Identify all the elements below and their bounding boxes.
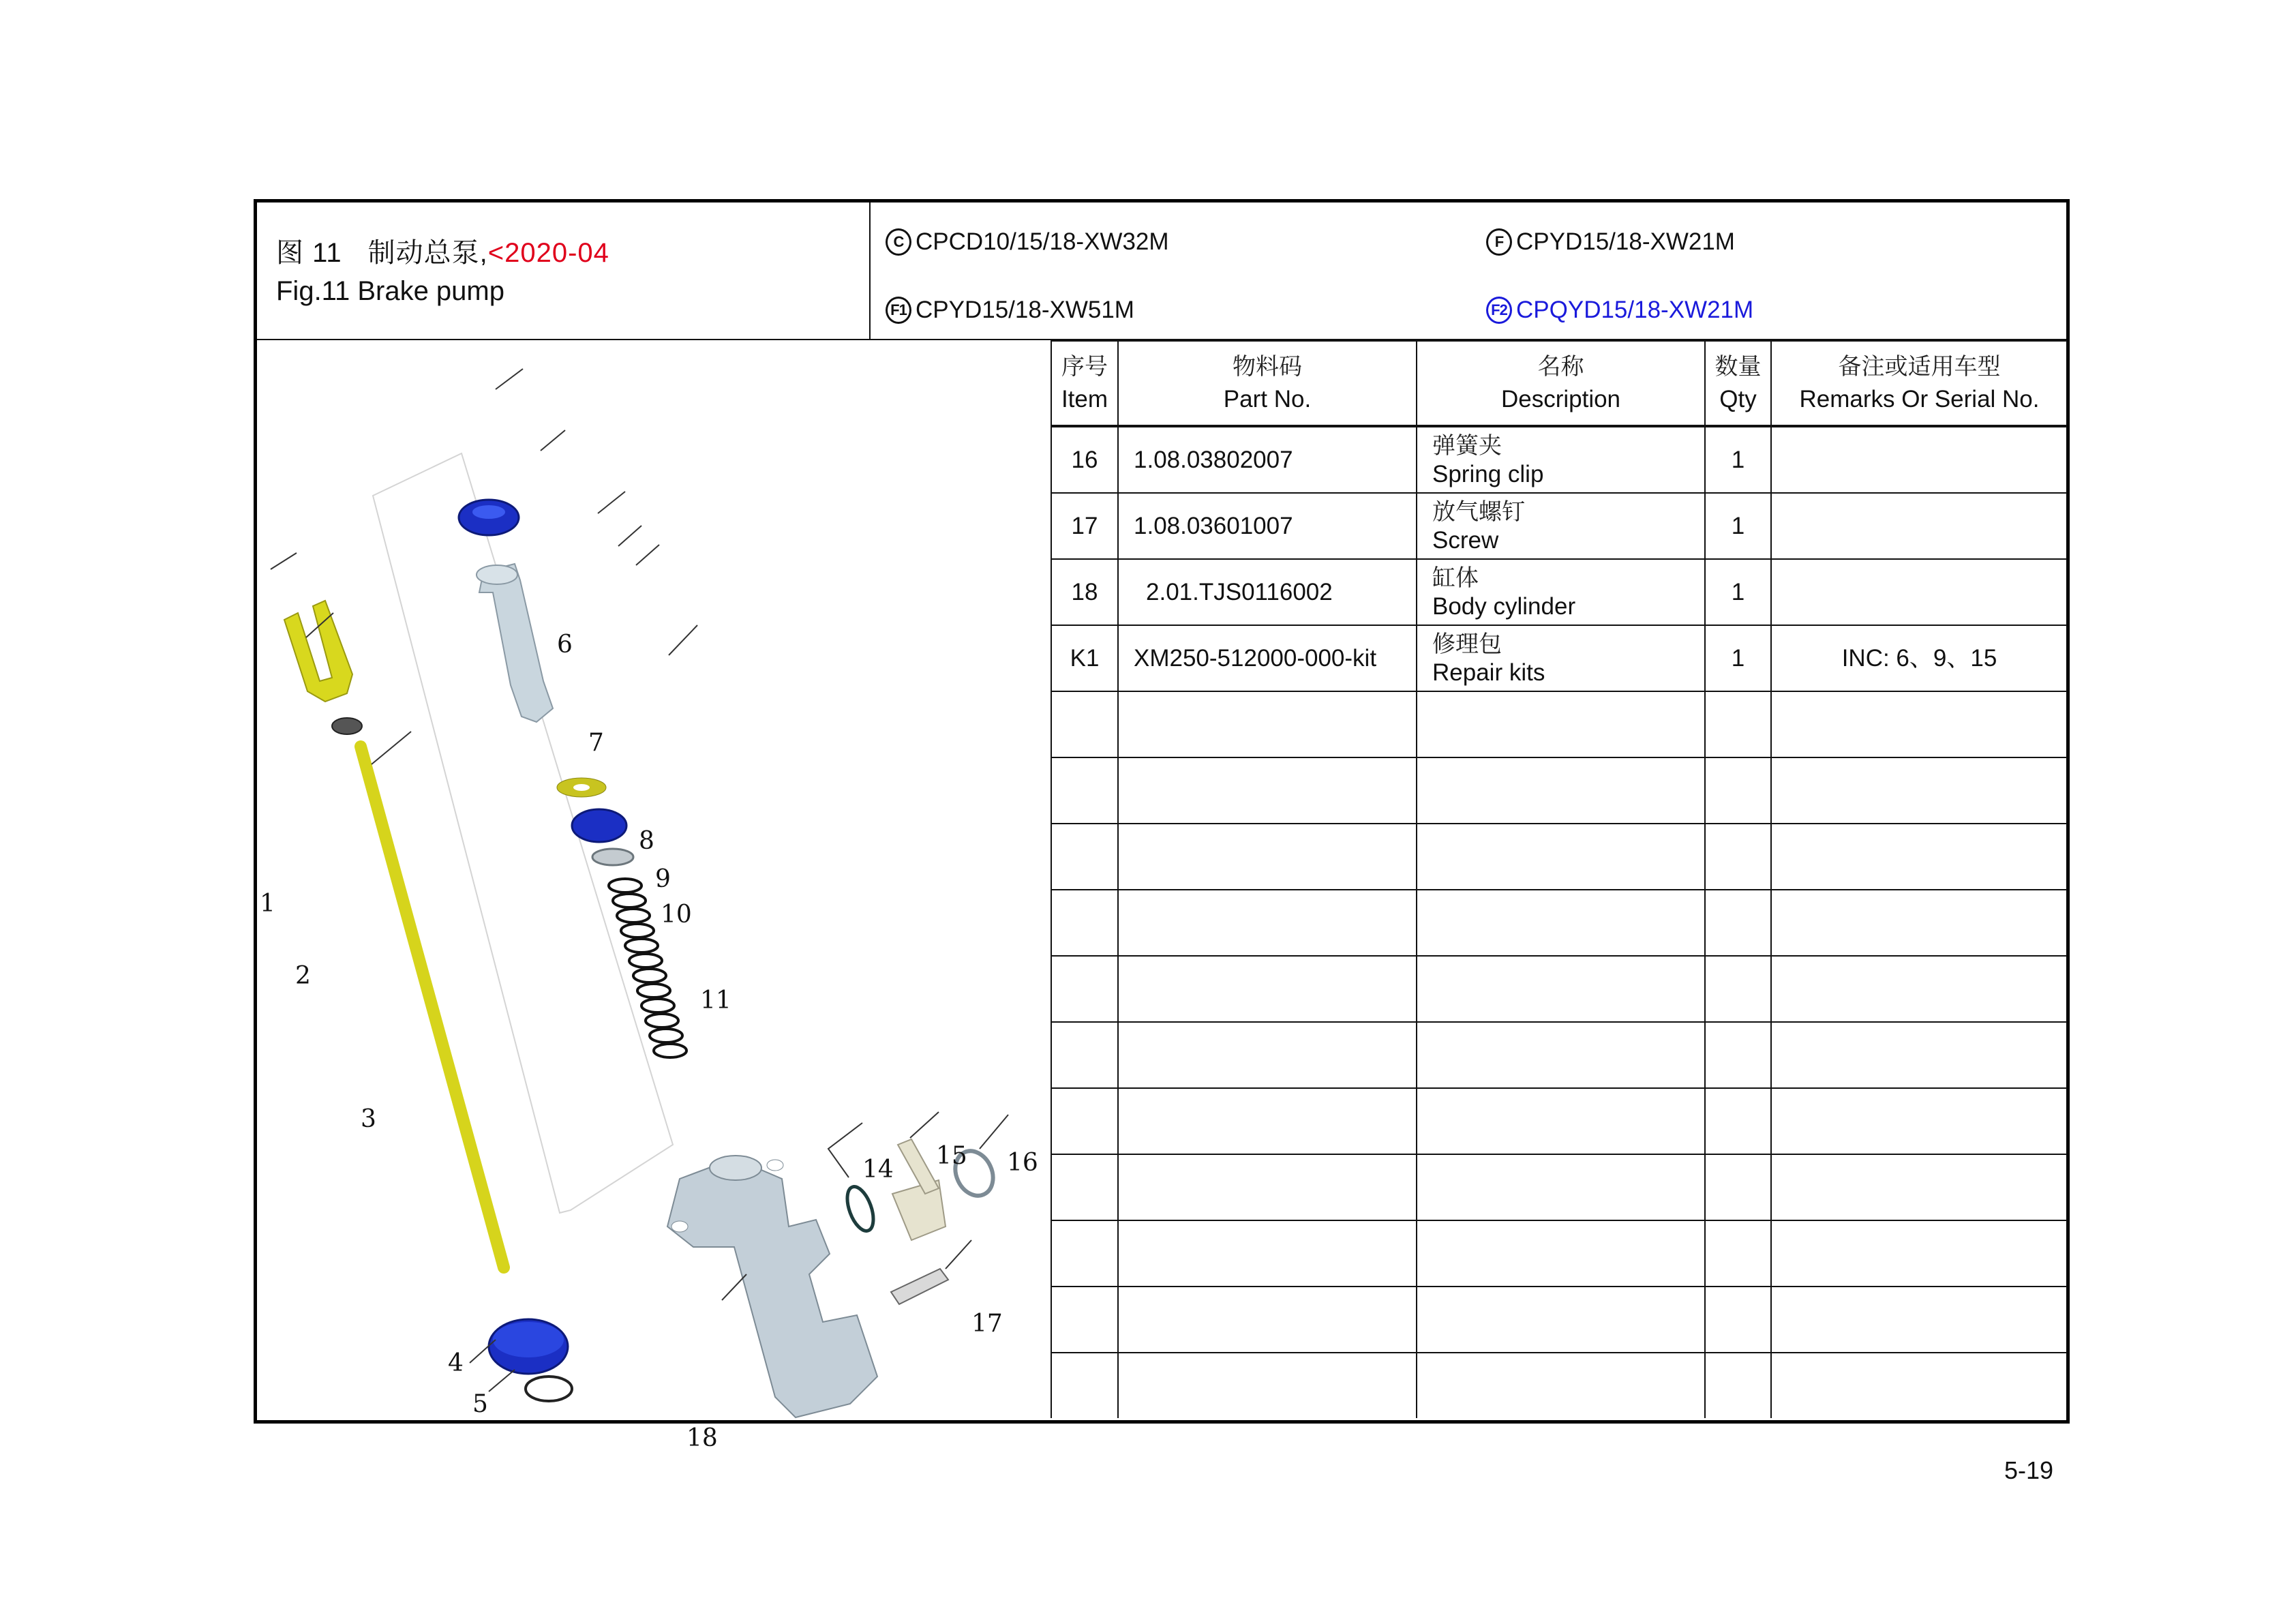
table-row xyxy=(1051,559,2067,625)
empty-table-row xyxy=(1051,1353,2067,1418)
circled-f2-icon: F2 xyxy=(1486,297,1512,324)
qty-cell: 1 xyxy=(1705,493,1771,559)
figure-title-en: Fig.11 Brake pump xyxy=(276,276,504,306)
qty-cell: 1 xyxy=(1705,625,1771,691)
model-label: CPCD10/15/18-XW32M xyxy=(916,228,1169,255)
empty-table-row xyxy=(1051,757,2067,824)
part-no-cell: 1.08.03601007 xyxy=(1118,493,1417,559)
model-label: CPYD15/18-XW51M xyxy=(916,297,1134,323)
table-row xyxy=(1051,426,2067,493)
callout-4: 4 xyxy=(448,1349,464,1377)
figure-number-cn: 图 11 xyxy=(276,238,342,268)
callout-17: 17 xyxy=(971,1310,1003,1338)
circled-f-icon: F xyxy=(1486,228,1512,256)
item-cell: 17 xyxy=(1051,493,1118,559)
description-cell: 弹簧夹 Spring clip xyxy=(1417,426,1705,493)
col-header-remarks: 备注或适用车型 Remarks Or Serial No. xyxy=(1771,341,2067,426)
callout-1: 1 xyxy=(260,890,275,918)
figure-date: <2020-04 xyxy=(487,238,609,268)
model-c xyxy=(886,228,1169,256)
col-header-qty: 数量 Qty xyxy=(1705,341,1771,426)
page-number: 5-19 xyxy=(2004,1456,2054,1484)
qty-cell: 1 xyxy=(1705,559,1771,625)
empty-table-row xyxy=(1051,824,2067,890)
remarks-cell xyxy=(1771,559,2067,625)
empty-table-row xyxy=(1051,956,2067,1022)
callout-14: 14 xyxy=(862,1156,894,1184)
brake-pump-illustration xyxy=(257,340,1051,1420)
yoke-icon xyxy=(284,601,352,702)
part-no-cell: 1.08.03802007 xyxy=(1118,426,1417,493)
empty-table-row xyxy=(1051,1088,2067,1154)
exploded-diagram xyxy=(257,340,1051,1452)
table-row xyxy=(1051,493,2067,559)
col-header-description: 名称 Description xyxy=(1417,341,1705,426)
callout-9: 9 xyxy=(655,865,671,893)
callout-3: 3 xyxy=(361,1105,376,1133)
col-header-item: 序号 Item xyxy=(1051,341,1118,426)
col-header-part-no: 物料码 Part No. xyxy=(1118,341,1417,426)
callout-8: 8 xyxy=(639,827,654,855)
description-cell: 缸体 Body cylinder xyxy=(1417,559,1705,625)
model-f2 xyxy=(1486,297,1753,324)
parts-page-frame xyxy=(254,199,2070,1452)
model-label: CPQYD15/18-XW21M xyxy=(1516,297,1754,323)
figure-name-cn: 制动总泵, xyxy=(367,238,488,268)
remarks-cell xyxy=(1771,493,2067,559)
remarks-cell: INC: 6、9、15 xyxy=(1771,625,2067,691)
parts-table xyxy=(1051,340,2067,1418)
empty-table-row xyxy=(1051,1287,2067,1353)
callout-16: 16 xyxy=(1007,1149,1038,1177)
empty-table-row xyxy=(1051,1022,2067,1088)
callout-7: 7 xyxy=(588,729,604,757)
body-cylinder-icon xyxy=(667,1156,877,1417)
table-row xyxy=(1051,625,2067,691)
empty-table-row xyxy=(1051,1154,2067,1220)
description-cell: 修理包 Repair kits xyxy=(1417,625,1705,691)
qty-cell: 1 xyxy=(1705,426,1771,493)
callout-5: 5 xyxy=(472,1390,488,1418)
empty-table-row xyxy=(1051,1220,2067,1287)
header-divider-vertical xyxy=(869,202,871,340)
model-label: CPYD15/18-XW21M xyxy=(1516,228,1735,255)
callout-15: 15 xyxy=(936,1142,967,1170)
callout-10: 10 xyxy=(661,901,692,929)
callout-18: 18 xyxy=(686,1424,718,1452)
figure-title-cn xyxy=(276,231,609,270)
description-cell: 放气螺钉 Screw xyxy=(1417,493,1705,559)
circled-f1-icon: F1 xyxy=(886,297,911,324)
model-f xyxy=(1486,228,1735,256)
part-no-cell: XM250-512000-000-kit xyxy=(1118,625,1417,691)
callout-2: 2 xyxy=(295,962,311,990)
table-header-row xyxy=(1051,341,2067,426)
item-cell: K1 xyxy=(1051,625,1118,691)
empty-table-row xyxy=(1051,691,2067,757)
item-cell: 18 xyxy=(1051,559,1118,625)
callout-11: 11 xyxy=(700,987,731,1014)
empty-table-row xyxy=(1051,890,2067,956)
callout-6: 6 xyxy=(557,631,573,659)
part-no-cell: 2.01.TJS0116002 xyxy=(1118,559,1417,625)
model-f1 xyxy=(886,297,1134,324)
remarks-cell xyxy=(1771,426,2067,493)
circled-c-icon: C xyxy=(886,228,911,256)
item-cell: 16 xyxy=(1051,426,1118,493)
